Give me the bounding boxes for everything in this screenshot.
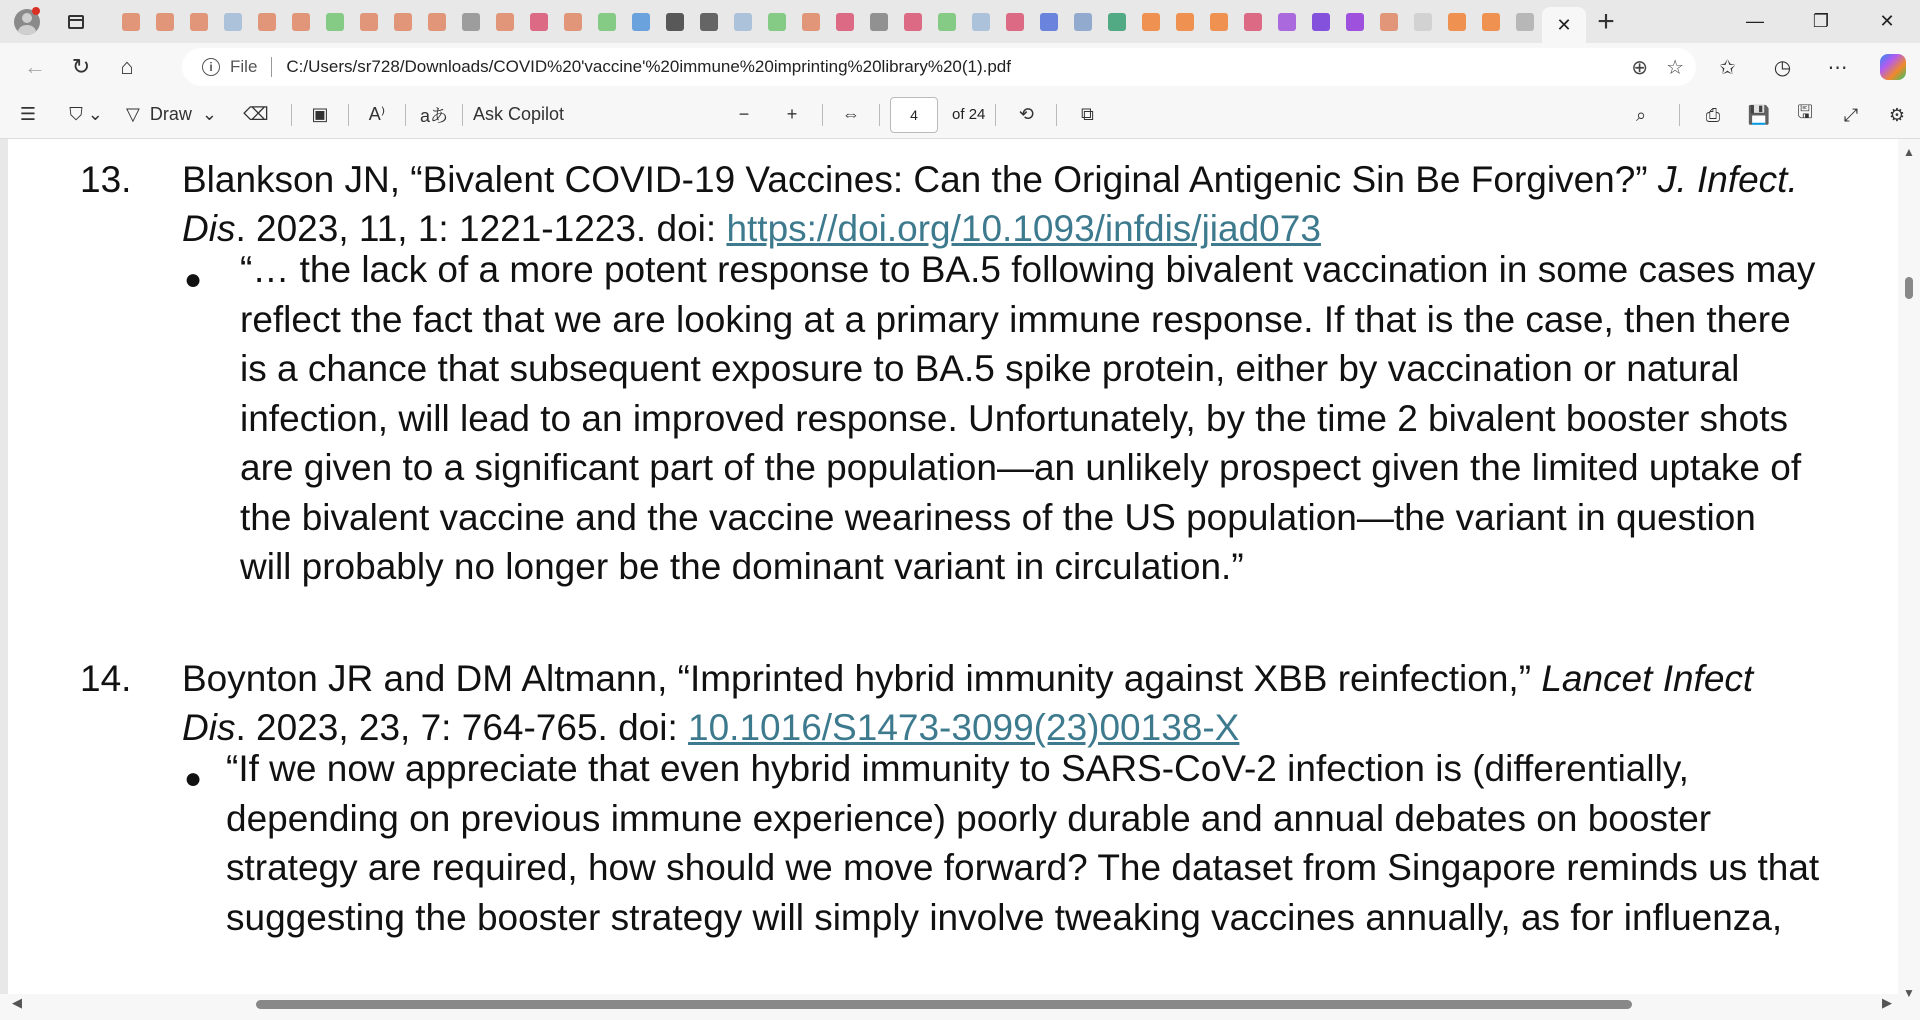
quote-line: reflect the fact that we are looking at a primary immune response. If that is the case, then there [240, 298, 1791, 340]
tab-favicon[interactable] [352, 4, 386, 40]
new-tab-button[interactable]: + [1597, 4, 1615, 38]
tab-favicon[interactable] [760, 4, 794, 40]
print-icon[interactable]: ⎙ [1705, 104, 1721, 125]
notification-dot [32, 7, 40, 15]
omnibox[interactable] [182, 48, 1696, 86]
draw-button[interactable]: ▽ Draw ⌄ [126, 104, 217, 124]
scheme-label: File [230, 57, 258, 76]
draw-label: Draw [149, 104, 192, 124]
quote-line: depending on previous immune experience) poorly durable and annual debates on booster [226, 797, 1712, 839]
tab-favicon[interactable] [1236, 4, 1270, 40]
reference-citation-cont: Dis. 2023, 23, 7: 764-765. doi: 10.1016/S1473-3099(23)00138-X [182, 707, 1240, 748]
divider [405, 104, 406, 126]
quote-line: the bivalent vaccine and the vaccine weariness of the US population—the variant in question [240, 496, 1756, 538]
quote-line: infection, will lead to an improved response. Unfortunately, by the time 2 bivalent booster shots [240, 397, 1788, 439]
scroll-left-icon[interactable]: ◀ [12, 995, 22, 1010]
tab-favicon[interactable] [1168, 4, 1202, 40]
home-button[interactable]: ⌂ [120, 54, 134, 79]
reference-citation: Boynton JR and DM Altmann, “Imprinted hybrid immunity against XBB reinfection,” Lancet Infect [182, 658, 1754, 699]
scroll-down-icon[interactable]: ▼ [1903, 986, 1915, 1000]
pdf-toolbar [0, 91, 1920, 139]
contents-icon[interactable]: ☰ [19, 104, 37, 124]
bullet: ● [184, 762, 203, 795]
tab-favicon[interactable] [1270, 4, 1304, 40]
read-aloud-icon[interactable]: A⁾ [368, 104, 386, 124]
more-menu-icon[interactable]: ⋯ [1827, 56, 1848, 79]
scroll-right-icon[interactable]: ▶ [1882, 995, 1892, 1010]
tab-actions-button[interactable] [56, 7, 96, 37]
page-total: of 24 [952, 106, 986, 123]
reference-citation: Blankson JN, “Bivalent COVID-19 Vaccines: Can the Original Antigenic Sin Be Forgiven?” J. Infect. [182, 159, 1798, 200]
tab-favicon[interactable] [794, 4, 828, 40]
quote-line: are given to a significant part of the population—an unlikely prospect given the limited uptake of [240, 447, 1802, 488]
divider [822, 104, 823, 126]
tab-strip [0, 0, 1920, 43]
divider [1679, 104, 1680, 126]
highlight-icon[interactable]: ⛉ ⌄ [69, 104, 103, 124]
tab-favicon[interactable] [556, 4, 590, 40]
restore-button[interactable]: ❐ [1812, 11, 1830, 31]
quote-line: is a chance that subsequent exposure to BA.5 spike protein, either by vaccination or natural [240, 348, 1740, 389]
quote-line: suggesting the booster strategy will simply involve tweaking vaccines annually, as for influenza, [226, 896, 1783, 938]
translate-icon[interactable]: aあ [419, 105, 448, 126]
pdf-page [0, 139, 1898, 1004]
tab-favicon[interactable] [420, 4, 454, 40]
tab-favicon[interactable] [1134, 4, 1168, 40]
tab-favicon[interactable] [1066, 4, 1100, 40]
quote-line: “If we now appreciate that even hybrid immunity to SARS-CoV-2 infection is (differentially, [226, 748, 1689, 789]
divider [995, 104, 996, 126]
copilot-icon[interactable] [1865, 54, 1920, 80]
tab-favicon[interactable] [1202, 4, 1236, 40]
ask-copilot-button[interactable]: Ask Copilot [472, 104, 565, 124]
tab-favicon[interactable] [250, 4, 284, 40]
fit-width-icon[interactable]: ⇔ [842, 104, 861, 124]
tab-favicon[interactable] [488, 4, 522, 40]
quote-line: strategy are required, how should we move forward? The dataset from Singapore reminds us that [226, 847, 1820, 888]
text-box-icon[interactable]: ▣ [311, 104, 329, 124]
active-tab-close-button[interactable]: ✕ [1542, 7, 1586, 43]
tab-favicon[interactable] [726, 4, 760, 40]
back-button[interactable]: ← [24, 54, 46, 79]
tab-favicon[interactable] [1032, 4, 1066, 40]
settings-icon[interactable]: ⚙ [1888, 104, 1906, 125]
refresh-button[interactable]: ↻ [71, 54, 91, 79]
tab-favicon[interactable] [828, 4, 862, 40]
tab-favicon[interactable] [182, 4, 216, 40]
tab-favicon[interactable] [1474, 4, 1508, 40]
save-icon[interactable]: 💾 [1747, 104, 1771, 125]
tab-favicon[interactable] [692, 4, 726, 40]
tab-favicon[interactable] [1100, 4, 1134, 40]
tab-favicon[interactable] [590, 4, 624, 40]
page-view-icon[interactable]: ⧉ [1080, 104, 1094, 124]
doi-link[interactable]: https://doi.org/10.1093/infdis/jiad073 [726, 208, 1321, 249]
favorite-star-icon[interactable]: ☆ [1666, 56, 1684, 79]
bullet: ● [184, 263, 203, 296]
quote-line: “… the lack of a more potent response to BA.5 following bivalent vaccination in some cases may [240, 249, 1816, 290]
divider [271, 57, 272, 77]
tab-favicon[interactable] [1338, 4, 1372, 40]
tab-favicon[interactable] [386, 4, 420, 40]
draw-icon: ▽ [126, 104, 140, 124]
favorites-icon[interactable]: ✩ [1719, 56, 1736, 79]
search-icon[interactable]: ⌕ [1635, 104, 1647, 125]
tab-favicon[interactable] [862, 4, 896, 40]
scroll-thumb[interactable] [1905, 277, 1913, 299]
doi-link[interactable]: 10.1016/S1473-3099(23)00138-X [688, 707, 1240, 748]
tab-favicon[interactable] [1440, 4, 1474, 40]
tab-favicon[interactable] [930, 4, 964, 40]
profile-avatar-icon[interactable] [8, 3, 46, 41]
url-text[interactable]: C:/Users/sr728/Downloads/COVID%20'vaccine'%20immune%20imprinting%20library%20(1).pdf [286, 57, 1011, 76]
divider [291, 104, 292, 126]
window-controls [1722, 0, 1920, 43]
close-window-button[interactable]: ✕ [1879, 11, 1895, 31]
tab-favicon[interactable] [522, 4, 556, 40]
erase-icon[interactable]: ⌫ [243, 104, 269, 124]
divider [348, 104, 349, 126]
fullscreen-icon[interactable]: ⤢ [1843, 104, 1859, 125]
reference-number: 13. [80, 159, 132, 200]
reference-citation-cont: Dis. 2023, 11, 1: 1221-1223. doi: https://doi.org/10.1093/infdis/jiad073 [182, 208, 1321, 249]
quote-line: will probably no longer be the dominant variant in circulation.” [240, 546, 1244, 587]
tab-favicon[interactable] [624, 4, 658, 40]
tab-favicon[interactable] [998, 4, 1032, 40]
zoom-icon[interactable]: ⊕ [1631, 56, 1649, 79]
zoom-in-icon[interactable]: + [786, 104, 798, 124]
address-bar-row [0, 43, 1920, 91]
divider [1056, 104, 1057, 126]
tab-favicon[interactable] [148, 4, 182, 40]
scroll-up-icon[interactable]: ▲ [1903, 145, 1915, 159]
horizontal-scrollbar[interactable] [0, 994, 1898, 1014]
tab-favicon[interactable] [1372, 4, 1406, 40]
tab-favicon[interactable] [896, 4, 930, 40]
tab-favicon[interactable] [114, 4, 148, 40]
tab-favicon[interactable] [1508, 4, 1542, 40]
minimize-button[interactable]: — [1746, 11, 1764, 31]
tab-favicon[interactable] [1304, 4, 1338, 40]
tab-favicon[interactable] [318, 4, 352, 40]
pinned-tabs [114, 0, 1542, 43]
scroll-thumb[interactable] [256, 1000, 1632, 1009]
vertical-scrollbar[interactable] [1898, 139, 1920, 1004]
tab-favicon[interactable] [454, 4, 488, 40]
divider [462, 104, 463, 126]
page-number-input[interactable]: 4 [890, 97, 938, 133]
rotate-icon[interactable]: ⟲ [1018, 104, 1034, 124]
divider [879, 104, 880, 126]
tab-favicon[interactable] [284, 4, 318, 40]
tab-favicon[interactable] [964, 4, 998, 40]
zoom-out-icon[interactable]: − [738, 104, 750, 124]
history-icon[interactable]: ◷ [1773, 56, 1792, 79]
reference-number: 14. [80, 658, 132, 699]
info-icon[interactable]: i [202, 58, 220, 76]
tab-favicon[interactable] [216, 4, 250, 40]
save-as-icon[interactable]: 🖫 [1797, 102, 1813, 122]
tab-favicon[interactable] [658, 4, 692, 40]
tab-favicon[interactable] [1406, 4, 1440, 40]
